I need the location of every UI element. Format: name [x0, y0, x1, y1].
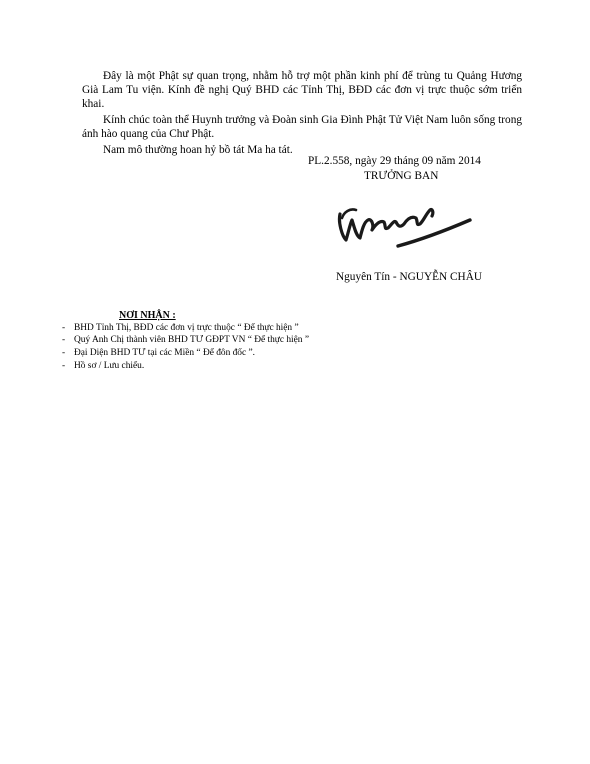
- signer-title: TRƯỞNG BAN: [364, 170, 439, 182]
- list-item: [62, 335, 442, 347]
- list-item: [62, 361, 442, 373]
- recipient-text: BHD Tỉnh Thị, BĐD các đơn vị trực thuộc “ Để thực hiện ”: [74, 322, 299, 333]
- list-item: [62, 348, 442, 360]
- bullet-dash: -: [62, 322, 66, 333]
- recipients-list: [62, 323, 442, 373]
- paragraph-closing: Nam mô thường hoan hỷ bồ tát Ma ha tát.: [103, 144, 293, 157]
- signer-name: Nguyên Tín - NGUYỄN CHÂU: [336, 271, 483, 283]
- letter-body: [82, 69, 522, 159]
- list-item: [62, 323, 442, 335]
- paragraph-funding: Đây là một Phật sự quan trọng, nhằm hỗ trợ một phần kinh phí để trùng tu Quảng Hương Già Lam Tu viện. Kính đề nghị Quý BHD các Tỉnh Thị, BĐD các đơn vị trực thuộc sớm triển khai.: [82, 70, 522, 111]
- handwritten-signature: [334, 196, 474, 256]
- bullet-dash: -: [62, 348, 66, 359]
- recipients-section: [62, 310, 442, 374]
- recipient-text: Đại Diện BHD TƯ tại các Miền “ Để đôn đốc ”.: [74, 348, 256, 359]
- bullet-dash: -: [62, 335, 66, 346]
- paragraph-blessing: Kính chúc toàn thể Huynh trưởng và Đoàn sinh Gia Đình Phật Tử Việt Nam luôn sống trong ánh hào quang của Chư Phật.: [82, 114, 522, 141]
- bullet-dash: -: [62, 361, 66, 372]
- recipient-text: Hồ sơ / Lưu chiểu.: [74, 361, 145, 372]
- recipients-heading: NƠI NHẬN :: [119, 310, 176, 321]
- recipient-text: Quý Anh Chị thành viên BHD TƯ GĐPT VN “ Để thực hiện ”: [74, 335, 309, 346]
- date-line: PL.2.558, ngày 29 tháng 09 năm 2014: [308, 155, 481, 167]
